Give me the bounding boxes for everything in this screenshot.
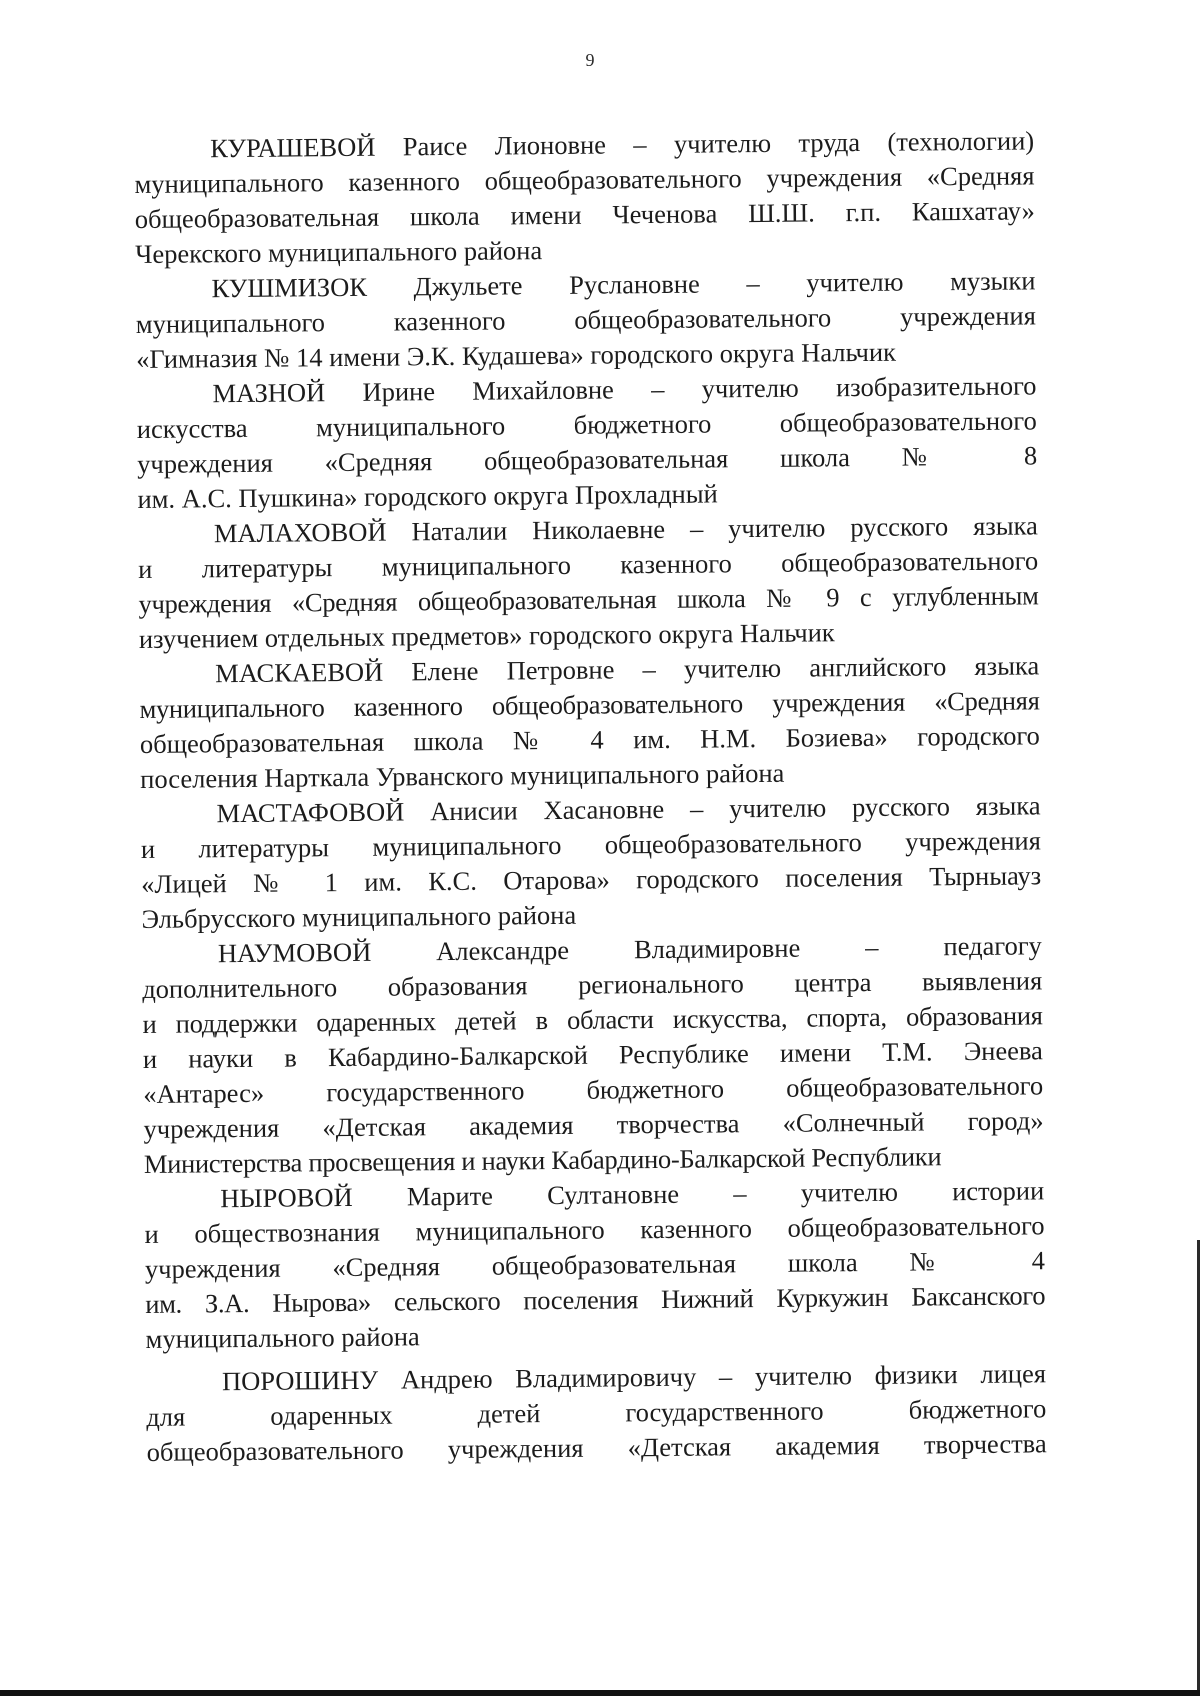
text-line: МАЛАХОВОЙ Наталии Николаевне – учителю русского языка (213, 510, 1038, 549)
text-line: учреждения «Детская академия творчества «Солнечный город» (143, 1105, 1044, 1144)
text-line: общеобразовательная школа имени Чеченова Ш.Ш. г.п. Кашхатау» (134, 195, 1035, 234)
document-body (134, 123, 1047, 1470)
text-line: МАСТАФОВОЙ Анисии Хасановне – учителю русского языка (216, 790, 1041, 829)
text-line: муниципального казенного общеобразовательного учреждения «Средняя (139, 685, 1040, 724)
text-line: КУРАШЕВОЙ Раисе Лионовне – учителю труда (технологии) (210, 125, 1035, 164)
text-line: изучением отдельных предметов» городского округа Нальчик (138, 617, 835, 654)
scan-edge-bottom (0, 1690, 1200, 1696)
text-line: общеобразовательная школа № 4 им. Н.М. Бозиева» городского (139, 720, 1040, 759)
text-line: и литературы муниципального общеобразовательного учреждения (140, 825, 1041, 864)
text-line: муниципального казенного общеобразовательного учреждения (135, 300, 1036, 339)
text-line: им. А.С. Пушкина» городского округа Прохладный (137, 478, 718, 514)
paragraph-maskaeva (139, 648, 1040, 797)
text-line: Эльбрусского муниципального района (141, 899, 577, 934)
text-line: «Гимназия № 14 имени Э.К. Кудашева» городского округа Нальчик (136, 336, 897, 374)
text-line: муниципального казенного общеобразовательного учреждения «Средняя (134, 160, 1035, 199)
paragraph-maznaya (136, 368, 1037, 517)
text-line: МАСКАЕВОЙ Елене Петровне – учителю английского языка (215, 650, 1040, 689)
paragraph-poroshin (146, 1356, 1047, 1470)
text-line: «Антарес» государственного бюджетного общеобразовательного (143, 1070, 1044, 1109)
text-line: искусства муниципального бюджетного общеобразовательного (136, 405, 1037, 444)
text-line: МАЗНОЙ Ирине Михайловне – учителю изобразительного (212, 370, 1037, 409)
text-line: поселения Нарткала Урванского муниципального района (140, 757, 785, 794)
text-line: учреждения «Средняя общеобразовательная школа № 4 (144, 1245, 1046, 1284)
text-line: и литературы муниципального казенного общеобразовательного (138, 545, 1039, 584)
paragraph-naumova (142, 928, 1044, 1182)
paragraph-nyrova (144, 1173, 1046, 1357)
text-line: ПОРОШИНУ Андрею Владимировичу – учителю физики лицея (221, 1358, 1047, 1397)
text-line: им. З.А. Нырова» сельского поселения Нижний Куркужин Баксанского (145, 1280, 1046, 1319)
text-line: НАУМОВОЙ Александре Владимировне – педагогу (217, 930, 1042, 969)
text-line: и обществознания муниципального казенного общеобразовательного (144, 1210, 1045, 1249)
text-line: Министерства просвещения и науки Кабардино-Балкарской Республики (143, 1141, 942, 1179)
text-line: дополнительного образования регионального центра выявления (142, 965, 1043, 1004)
paragraph-malakhova (138, 508, 1039, 657)
text-line: Черекского муниципального района (135, 235, 543, 269)
page-number: 9 (585, 50, 595, 70)
text-line: «Лицей № 1 им. К.С. Отарова» городского поселения Тырныауз (141, 860, 1042, 899)
text-line: учреждения «Средняя общеобразовательная школа № 8 (137, 440, 1038, 479)
text-line: и науки в Кабардино-Балкарской Республике имени Т.М. Энеева (142, 1035, 1044, 1074)
text-line: для одаренных детей государственного бюджетного (146, 1393, 1047, 1432)
text-line: и поддержки одаренных детей в области искусства, спорта, образования (142, 1000, 1043, 1039)
paragraph-kushmizok (135, 263, 1036, 377)
paragraph-kurasheva (134, 123, 1035, 272)
text-line: общеобразовательного учреждения «Детская академия творчества (146, 1428, 1047, 1467)
paragraph-mastafova (140, 788, 1041, 937)
text-line: учреждения «Средняя общеобразовательная школа № 9 с углубленным (138, 580, 1039, 619)
text-line: НЫРОВОЙ Марите Султановне – учителю истории (220, 1175, 1045, 1214)
text-line: КУШМИЗОК Джульете Руслановне – учителю музыки (211, 265, 1036, 304)
text-line: муниципального района (145, 1321, 420, 1354)
